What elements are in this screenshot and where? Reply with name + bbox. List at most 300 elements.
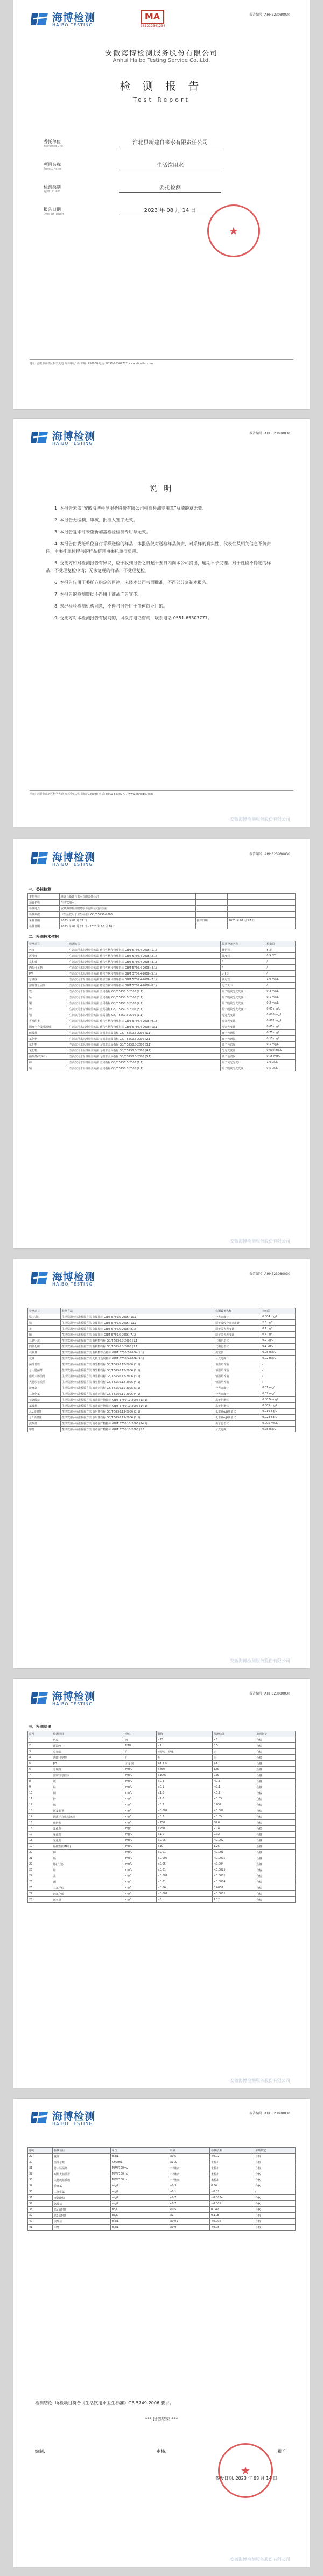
table-cell: 阴离子合成洗涤剂: [52, 1814, 124, 1820]
table-row: [28, 1755, 296, 1761]
table-cell: 生活饮用水标准检验方法 金属指标 GB/T 5750.6-2006 (3.1): [68, 994, 220, 1000]
table-cell: mg/L: [124, 1790, 156, 1796]
table-cell: 无异臭、异味: [156, 1749, 212, 1755]
table-cell: 生活饮用水标准检验方法 金属指标 GB/T 5750.6-2006 (5.1): [68, 1006, 220, 1012]
table-cell: <0.004: [212, 1861, 255, 1867]
table-cell: 26: [28, 1885, 52, 1891]
report-title-cn: 检 测 报 告: [120, 80, 203, 93]
table-row: [28, 1879, 296, 1885]
table-cell: 2: [28, 1743, 52, 1749]
table-cell: 检出限: [261, 1308, 296, 1314]
field-label-en: Type Of Test: [44, 190, 60, 193]
table-cell: 铝: [28, 1012, 68, 1018]
table-cell: <0.0001: [212, 1891, 255, 1897]
table-row: [28, 1361, 296, 1367]
haibo-logo-icon: [31, 850, 49, 866]
table-cell: 汞: [28, 1326, 61, 1332]
table-row: [28, 1320, 296, 1326]
table-cell: 氟化物: [52, 1832, 124, 1838]
table-row: [28, 947, 296, 953]
table-row: [28, 1790, 296, 1796]
table-row: [28, 971, 296, 977]
table-cell: /: [254, 2189, 296, 2195]
table-cell: 生活饮用水标准检验方法 金属指标 GB/T 5750.6-2006 (1.1): [68, 1012, 220, 1018]
table-cell: 单项判定: [255, 1731, 296, 1737]
table-cell: mg/L: [110, 2201, 168, 2207]
table-cell: 分光光度计: [214, 1427, 261, 1432]
table-cell: 合格: [255, 1749, 296, 1755]
table-cell: 0.01 mg/L: [261, 1385, 296, 1391]
table-cell: 0.5 μg/L: [265, 1065, 296, 1071]
table-cell: 0.004 mg/L: [261, 1314, 296, 1320]
table-cell: 生活饮用水标准检验方法 金属指标 GB/T 5750.6-2006 (11.1): [60, 1320, 214, 1326]
table-cell: 合格: [254, 2165, 296, 2171]
table-cell: 生活饮用水标准检验方法 感官性状和物理指标 GB/T 5750.4-2006 (5.1): [68, 971, 220, 977]
table-cell: 125: [212, 1767, 255, 1773]
table-cell: MPN/100mL: [110, 2177, 168, 2183]
table-cell: 生活饮用水标准检验方法 放射性指标 GB/T 5750.13-2006 (1.1): [60, 1409, 214, 1415]
table-cell: mg/L: [124, 1861, 156, 1867]
logo-text-cn: 海博检测: [52, 1691, 96, 1703]
table-cell: 原子吸收分光光度计: [221, 1000, 265, 1006]
table-cell: 生活饮用水标准检验方法 无机非金属指标 GB/T 5750.5-2006 (3.1): [68, 1042, 220, 1048]
table-cell: 合格: [254, 2177, 296, 2183]
table-cell: 30: [28, 2159, 53, 2165]
table-cell: 检测项目: [52, 1731, 124, 1737]
table-row: [28, 2201, 296, 2207]
table-cell: 浑浊度: [28, 953, 68, 959]
table-cell: mg/L: [110, 2189, 168, 2195]
table-cell: 锰: [52, 1784, 124, 1790]
table-row: [28, 2159, 296, 2165]
table-cell: 合格: [255, 1844, 296, 1850]
table-row: [28, 1030, 296, 1036]
table-row: [28, 1391, 296, 1397]
table-cell: 氨氮: [28, 1356, 61, 1361]
table-cell: 9: [28, 1784, 52, 1790]
table-cell: 生活饮用水标准检验方法 无机非金属指标 GB/T 5750.5-2006 (2.1): [68, 1036, 220, 1042]
table-cell: 滴定管: [221, 977, 265, 983]
table-cell: 色度: [52, 1737, 124, 1743]
table-row: [28, 1767, 296, 1773]
table-cell: 生活饮用水标准检验方法 金属指标 GB/T 5750.6-2006 (8.1): [60, 1326, 214, 1332]
table-cell: 恒温培养箱: [214, 1361, 261, 1367]
table-cell: 0.0068: [212, 1885, 255, 1891]
table-cell: 生活饮用水标准检验方法 感官性状和物理指标 GB/T 5750.4-2006 (3.1): [68, 959, 220, 965]
table-cell: 0.56: [210, 2183, 254, 2189]
table-header-row: [28, 1308, 296, 1314]
table-cell: 气相色谱仪: [214, 1338, 261, 1344]
table-cell: 38.6: [212, 1820, 255, 1826]
table-cell: 分光光度计: [221, 1024, 265, 1030]
ma-mark: MA: [141, 10, 164, 24]
table-cell: 铁: [28, 989, 68, 994]
section-title-methods: 二、检测技术依据: [29, 935, 59, 939]
table-row: [28, 1006, 296, 1012]
table-cell: 生活饮用水标准检验方法 金属指标 GB/T 5750.6-2006 (2.1): [68, 989, 220, 994]
page-header: [13, 0, 310, 43]
notes-list: [46, 505, 279, 626]
table-cell: 生活饮用水: [60, 900, 195, 906]
table-cell: 序号: [28, 2148, 53, 2154]
table-cell: <0.0005: [212, 1855, 255, 1861]
table-cell: 硝酸盐(以N计): [28, 1054, 68, 1060]
table-cell: 合格: [254, 2183, 296, 2189]
logo-text-en: HAIBO TESTING: [52, 1702, 93, 1706]
table-row: [28, 1065, 296, 1071]
table-cell: 恒温培养箱: [214, 1373, 261, 1379]
table-cell: 浑浊度: [52, 1743, 124, 1749]
table-cell: 淮北县新建自来水有限责任公司: [60, 894, 195, 900]
table-cell: 合格: [254, 2195, 296, 2201]
table-cell: 0.15 mg/L: [265, 1036, 296, 1042]
table-row: [28, 977, 296, 983]
table-row: [28, 2154, 296, 2159]
sign-compile-label: 编制:: [35, 2449, 45, 2454]
table-cell: 41: [28, 2225, 53, 2231]
table-cell: <0.05: [212, 1814, 255, 1820]
table-cell: 37: [28, 2201, 53, 2207]
table-row: [28, 2225, 296, 2231]
table-cell: 15: [28, 1820, 52, 1826]
table-cell: CFU/mL: [110, 2159, 168, 2165]
table-cell: 氯酸盐: [53, 2201, 111, 2207]
notes-title: 说 明: [149, 485, 174, 493]
page-watermark: 安徽海博检测服务股份有限公司: [230, 2078, 290, 2083]
table-row: [28, 1749, 296, 1755]
table-cell: [195, 923, 227, 929]
haibo-logo-icon: [31, 11, 49, 27]
table-cell: 0.2 μg/L: [261, 1338, 296, 1344]
table-row: [28, 2195, 296, 2201]
table-cell: ≤450: [156, 1767, 212, 1773]
table-cell: mg/L: [124, 1814, 156, 1820]
table-cell: 分光光度计: [214, 1356, 261, 1361]
report-number: 报告编号: AHHB23080030: [249, 13, 290, 17]
table-cell: <0.0025: [212, 1867, 255, 1873]
table-cell: ≤3: [156, 1897, 212, 1903]
table-row: [28, 894, 296, 900]
table-cell: 生活饮用水标准检验方法 感官性状和物理指标 GB/T 5750.4-2006 (2.1): [68, 953, 220, 959]
table-cell: 合格: [255, 1867, 296, 1873]
table-cell: /: [221, 965, 265, 971]
table-cell: mg/L: [124, 1844, 156, 1850]
table-cell: 1: [28, 1737, 52, 1743]
table-cell: ≤0.9: [168, 2225, 210, 2231]
table-cell: 6: [28, 1767, 52, 1773]
table-cell: 铅: [28, 1320, 61, 1326]
table-cell: 0.1 mg/L: [265, 1042, 296, 1048]
table-cell: ≤0.01: [156, 1879, 212, 1885]
table-row: [28, 959, 296, 965]
table-cell: 合格: [255, 1796, 296, 1802]
cover-footer: 地址: 合肥市高新区科学大道 万邦中心1栋 邮编: 230088 电话: 0551-65307777 www.ahhaibo.com: [30, 359, 293, 366]
table-cell: 合格: [254, 2171, 296, 2177]
table-cell: [195, 906, 227, 912]
table-cell: 总大肠菌群: [28, 1367, 61, 1373]
table-cell: [227, 912, 295, 918]
ma-number: 181212341234: [141, 24, 165, 28]
table-cell: 25: [28, 1879, 52, 1885]
table-cell: ≤250: [156, 1820, 212, 1826]
table-cell: 合格: [254, 2201, 296, 2207]
table-cell: 21.4: [212, 1826, 255, 1832]
company-seal-icon: ★: [218, 2443, 273, 2498]
table-cell: 7: [28, 1773, 52, 1779]
table-cell: 23: [28, 1867, 52, 1873]
table-cell: 镉: [52, 1855, 124, 1861]
table-cell: 生活饮用水标准检验方法 有机物指标 GB/T 5750.8-2006 (3.1): [60, 1344, 214, 1350]
table-cell: 0.05 mg/L: [265, 1024, 296, 1030]
table-cell: <0.001: [212, 1850, 255, 1855]
table-row: [28, 1743, 296, 1749]
table-cell: 总大肠菌群: [53, 2165, 111, 2171]
table-cell: ≤0.3: [156, 1814, 212, 1820]
table-cell: 2.5 μg/L: [261, 1320, 296, 1326]
table-cell: 5 度: [265, 947, 296, 953]
table-cell: 序号: [28, 1731, 52, 1737]
table-cell: 单位: [110, 2148, 168, 2154]
report-number: 报告编号: AHHB23080030: [249, 852, 290, 856]
table-cell: [195, 912, 227, 918]
table-cell: 电子天平: [221, 983, 265, 989]
table-row: [28, 1397, 296, 1403]
table-cell: ≥0.1: [168, 2189, 210, 2195]
table-cell: 二氧化氯: [28, 1391, 61, 1397]
table-cell: 0.05 mg/L: [265, 1006, 296, 1012]
table-row: [28, 1850, 296, 1855]
logo-text-en: HAIBO TESTING: [52, 441, 93, 446]
table-cell: mg/L: [110, 2225, 168, 2231]
table-cell: ≤0.001: [156, 1873, 212, 1879]
table-cell: 0.02 mg/L: [261, 1391, 296, 1397]
table-cell: 采样日期: [28, 918, 60, 923]
table-row: [28, 1820, 296, 1826]
note-item: 8. 未经检验检测机构同意，不得将报告用于任何商业目的。: [54, 604, 168, 609]
table-cell: mg/L: [124, 1820, 156, 1826]
table-row: [28, 2171, 296, 2177]
table-cell: 生活饮用水标准检验方法 微生物指标 GB/T 5750.12-2006 (2.1): [60, 1367, 214, 1373]
table-row: [28, 983, 296, 989]
table-cell: [195, 894, 227, 900]
table-cell: 24: [28, 1873, 52, 1879]
table-cell: 仪器设备名称: [221, 941, 265, 947]
table-cell: 合格: [255, 1861, 296, 1867]
field-label-en: Project Name: [44, 167, 62, 171]
table-cell: 31: [28, 2165, 53, 2171]
table-cell: mg/L: [124, 1779, 156, 1784]
table-cell: 铝: [52, 1802, 124, 1808]
table-cell: 原子吸收分光光度计: [214, 1320, 261, 1326]
table-cell: ≤1.0: [156, 1790, 212, 1796]
table-cell: ≤0.7: [168, 2195, 210, 2201]
table-cell: 0.05 mg/L: [261, 1350, 296, 1356]
table-cell: <0.0001: [212, 1873, 255, 1879]
table-row: [28, 1421, 296, 1427]
table-cell: 12: [28, 1802, 52, 1808]
table-row: [28, 1861, 296, 1867]
table-cell: 0.15 mg/L: [265, 1054, 296, 1060]
table-cell: 合格: [255, 1779, 296, 1784]
sign-review-label: 审核:: [156, 2449, 167, 2454]
table-cell: 0.32: [212, 1832, 255, 1838]
table-cell: <0.05: [210, 2225, 254, 2231]
table-cell: 大肠埃希氏菌: [53, 2177, 111, 2183]
table-cell: 低本底α/β测量仪: [214, 1409, 261, 1415]
logo-text-en: HAIBO TESTING: [52, 862, 93, 867]
table-row: [28, 1761, 296, 1767]
table-cell: 34: [28, 2183, 53, 2189]
table-row: [28, 1367, 296, 1373]
table-cell: 17: [28, 1832, 52, 1838]
table-cell: 亚氯酸盐: [53, 2195, 111, 2201]
table-row: [28, 1060, 296, 1065]
table-row: [28, 1779, 296, 1784]
table-cell: 0.4 μg/L: [261, 1332, 296, 1338]
table-cell: 离子色谱仪: [221, 1036, 265, 1042]
report-number: 报告编号: AHHB23080030: [249, 2112, 290, 2115]
table-cell: 合格: [255, 1808, 296, 1814]
haibo-logo-icon: [31, 1690, 49, 1706]
table-row: [28, 1036, 296, 1042]
table-cell: 合格: [255, 1790, 296, 1796]
table-cell: 2023 年 07 月 27 日 - 2023 年 08 月 10 日: [60, 923, 195, 929]
page-header: [13, 419, 310, 462]
field-test-type: [44, 184, 181, 193]
company-name-cn: 安徽海博检测服务股份有限公司: [104, 50, 218, 58]
page-watermark: 安徽海博检测服务股份有限公司: [230, 2557, 290, 2562]
table-header-row: [28, 1731, 296, 1737]
table-cell: 检测依据: [28, 912, 60, 918]
table-cell: 硫酸盐: [52, 1820, 124, 1826]
table-cell: ≤0.5: [168, 2207, 210, 2213]
field-label: 报告日期: [44, 207, 61, 212]
table-cell: <0.1: [212, 1784, 255, 1790]
table-row: [28, 1314, 296, 1320]
table-cell: 7.5: [212, 1761, 255, 1767]
table-cell: pH: [28, 971, 68, 977]
table-cell: mg/L: [124, 1796, 156, 1802]
table-cell: 分光光度计: [221, 1012, 265, 1018]
table-cell: 0.002 mg/L: [265, 1018, 296, 1024]
table-cell: <5: [212, 1737, 255, 1743]
table-cell: 4: [28, 1755, 52, 1761]
table-cell: 16: [28, 1826, 52, 1832]
notes-page: [13, 419, 310, 827]
table-cell: 生活饮用水标准检验方法 感官性状和物理指标 GB/T 5750.4-2006 (9.1): [68, 1018, 220, 1024]
table-cell: 砷: [28, 1060, 68, 1065]
table-cell: 合格: [255, 1755, 296, 1761]
table-cell: 汞: [52, 1873, 124, 1879]
table-row: [28, 1000, 296, 1006]
table-cell: 肉眼可见物: [28, 965, 68, 971]
table-row: [28, 1737, 296, 1743]
table-row: [28, 1048, 296, 1054]
table-cell: 无: [156, 1755, 212, 1761]
table-cell: <0.002: [212, 1808, 255, 1814]
table-row: [28, 1427, 296, 1432]
table-cell: ≤0.05: [156, 1861, 212, 1867]
table-cell: 硒: [28, 1332, 61, 1338]
note-item: 7. 本报告的检测数据不得用于商品广告宣传。: [54, 592, 142, 597]
table-cell: 生活饮用水标准检验方法 放射性指标 GB/T 5750.13-2006 (2.1): [60, 1415, 214, 1421]
table-header-row: [28, 941, 296, 947]
table-cell: 生活饮用水标准检验方法 金属指标 GB/T 5750.6-2006 (10.1): [60, 1314, 214, 1320]
table-row: [28, 2213, 296, 2219]
table-row: [28, 2177, 296, 2183]
table-cell: 色度: [28, 947, 68, 953]
page-watermark: 安徽海博检测服务股份有限公司: [230, 1239, 290, 1244]
page-watermark: 安徽海博检测服务股份有限公司: [230, 1658, 290, 1663]
table-cell: 生活饮用水标准检验方法 消毒剂指标 GB/T 5750.11-2006 (1.1): [60, 1385, 214, 1391]
table-cell: 分光光度计: [214, 1385, 261, 1391]
table-cell: 合格: [255, 1873, 296, 1879]
table-cell: 22: [28, 1861, 52, 1867]
table-cell: 总α放射性: [28, 1409, 61, 1415]
table-cell: 13: [28, 1808, 52, 1814]
table-cell: mg/L: [124, 1784, 156, 1790]
results-table: [27, 1731, 296, 1903]
table-row: [28, 2183, 296, 2189]
page-header: [13, 1259, 310, 1302]
table-cell: 18: [28, 1838, 52, 1844]
table-cell: [195, 900, 227, 906]
conclusion-text: 检测结论: 所检项目符合《生活饮用水卫生标准》GB 5749-2006 要求。: [35, 2401, 174, 2405]
table-cell: 原子吸收分光光度计: [221, 989, 265, 994]
table-cell: ≤0.05: [156, 1838, 212, 1844]
table-row: [28, 1796, 296, 1802]
table-cell: 6.5-8.5: [156, 1761, 212, 1767]
table-row: [28, 923, 296, 929]
table-cell: mg/L: [110, 2154, 168, 2159]
table-cell: 耐热大肠菌群: [28, 1373, 61, 1379]
table-cell: [227, 900, 295, 906]
table-cell: 度: [124, 1737, 156, 1743]
table-cell: /: [261, 1379, 296, 1385]
logo-text-cn: 海博检测: [52, 430, 96, 442]
field-entrusted-unit: [44, 139, 208, 148]
table-cell: 臭和味: [52, 1749, 124, 1755]
table-cell: 锰: [28, 994, 68, 1000]
table-cell: 合格: [255, 1743, 296, 1749]
table-cell: 阴离子合成洗涤剂: [28, 1024, 68, 1030]
table-cell: 合格: [254, 2225, 296, 2231]
table-cell: ≤0.005: [156, 1855, 212, 1861]
table-cell: 未检出: [210, 2165, 254, 2171]
table-cell: 3: [28, 1749, 52, 1755]
table-cell: 检测方法: [60, 1308, 214, 1314]
table-cell: ≤1: [156, 1743, 212, 1749]
table-cell: <0.3: [212, 1779, 255, 1784]
table-row: [28, 1024, 296, 1030]
report-title-en: Test Report: [133, 96, 190, 103]
table-cell: 原子荧光光度计: [214, 1332, 261, 1338]
table-cell: ≤0.1: [156, 1784, 212, 1790]
table-row: [28, 2219, 296, 2225]
table-cell: 硝酸盐(以N计): [52, 1844, 124, 1850]
table-cell: 总硬度: [52, 1767, 124, 1773]
table-cell: 无量纲: [124, 1761, 156, 1767]
table-cell: 锌: [52, 1796, 124, 1802]
field-value: 2023 年 08 月 14 日: [119, 206, 221, 215]
table-row: [28, 912, 296, 918]
table-cell: 检测地点: [28, 906, 60, 912]
table-cell: 铬(六价): [28, 1314, 61, 1320]
table-cell: 安徽海博检测服务股份有限公司实验室: [60, 906, 195, 912]
table-cell: 铜: [28, 1000, 68, 1006]
table-cell: 耐热大肠菌群: [53, 2171, 111, 2177]
table-cell: /: [265, 983, 296, 989]
